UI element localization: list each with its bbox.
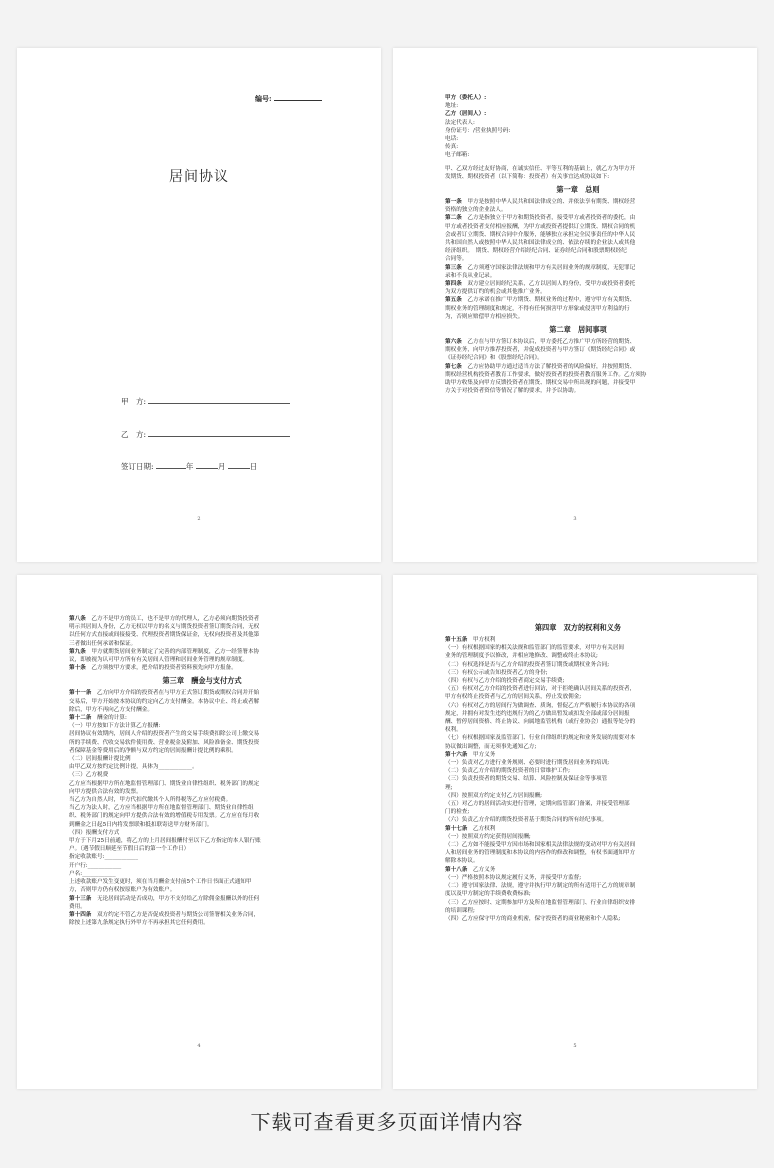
text-line: 度以及甲方制定的手续费收费标准; (445, 891, 531, 898)
text-line: 三者做出任何承诺和保证。 (69, 640, 137, 647)
text-line: 第十六条 甲方义务 (445, 751, 496, 758)
text-line: 第九条 甲方就期货居间业务制定了完善的内部管理制度，乙方一经签署本协 (69, 648, 260, 655)
document-page-5 (393, 575, 757, 1089)
text-line: （四）有权与乙方介绍的投资者商定交易手续费; (445, 678, 565, 685)
month-label: 月 (217, 462, 226, 471)
text-line: 交易后，甲方开始按本协议的约定向乙方支付酬金。本协议中止、终止或者解 (69, 698, 260, 705)
text-line: 电话: (445, 136, 459, 143)
document-title: 居间协议 (169, 169, 229, 185)
document-page-4 (17, 575, 381, 1089)
party-a-blank (148, 396, 290, 404)
text-line: 权利。 (445, 727, 462, 734)
text-line: 共和国自然人或按照中华人民共和国法律成立的、依法存续的企业法人或其他 (445, 240, 636, 247)
text-line: 地址: (445, 103, 459, 110)
text-line: 业务的管理制度予以修改，并相应地修改、调整或终止本协议; (445, 653, 598, 660)
text-line: 期权业务的管理制度和规定，不得有任何损害甲方形象或侵害甲方利益的行 (445, 305, 630, 312)
text-line: 第十五条 甲方权利 (445, 637, 496, 643)
text-line: 除按上述第九条规定执行外甲方不再承担其它任何费用。 (69, 920, 209, 927)
text-line: 第三条 乙方须遵守国家法律法规和甲方有关居间业务的规章制度，无犯罪记 (445, 264, 636, 271)
text-line: （三）乙方应按时、定期参加甲方及所在地监督管理部门、行业自律组织安排 (445, 899, 636, 906)
text-line: 协议做出调整，而无须事先通知乙方; (445, 743, 537, 750)
text-line: 上述收款账户发生变更时，须在当月酬金支付前5个工作日书面正式通知甲 (69, 879, 252, 886)
text-line: （二）居间报酬计提比例 (69, 756, 131, 763)
text-line: （六）负责乙方介绍的期货投资者基于期货合同的所有经纪事项。 (445, 817, 608, 824)
party-a-line (121, 396, 290, 407)
text-line: 甲方（委托人）: (445, 95, 487, 101)
text-line: 第一条 甲方是按照中华人民共和国法律成立的、并依法享有期货、期权经营 (445, 199, 636, 206)
page-number: 5 (573, 1043, 577, 1049)
text-line: 期权业务，向甲方推荐投资者，并促成投资者与甲方签订《期货经纪合同》或 (445, 347, 636, 354)
text-line: 方关于对投资者资信等情况了解的要求，并予以协助。 (445, 388, 580, 395)
text-line: （一）有权根据国家的相关法规和监管部门的监管要求，对甲方有关居间 (445, 645, 625, 652)
text-line: （三）有权公示或告知投资者乙方的身份; (445, 669, 548, 676)
text-line: 经济组织。 期货、期权经营介绍经纪合同、证券经纪合同和股票期权经纪 (445, 248, 627, 255)
text-line: 第八条 乙方不是甲方的员工，也不是甲方的代理人，乙方必须向期货投资者 (69, 616, 260, 622)
text-line: 门的检查; (445, 809, 470, 816)
text-line: （一）严格按照本协议规定履行义务，并接受甲方监督; (445, 874, 582, 881)
text-line: 的培训课程; (445, 907, 475, 914)
chapter-heading: 第一章 总则 (556, 185, 600, 195)
text-line: 第六条 乙方在与甲方签订本协议后，甲方委托乙方推广甲方所经营的期货、 (445, 339, 636, 346)
text-line: （三）乙方税费 (69, 772, 109, 779)
text-line: 甲、乙双方经过友好协商，在诚实信任、平等互利的基础上，就乙方为甲方开 (445, 165, 636, 172)
text-line: 到酬金之日起5日内将发票联和抵扣联寄送甲方财务部门。 (69, 821, 213, 828)
text-line: 会或者订立期货、期权合同中介服务，能够独立承担完全民事责任的中华人民 (445, 231, 636, 238)
text-line: 当乙方为法人时，乙方应当根据甲方所在地监督管理部门、期货业自律性组 (69, 805, 254, 812)
text-line: （三）负责投资者的期货交易、结算、风险控制及保证金等事项管 (445, 776, 608, 783)
text-line: 助甲方收集及向甲方反馈投资者在期货、期权交易中所出现的问题，并接受甲 (445, 380, 636, 387)
page-number: 3 (573, 516, 577, 522)
text-line: 居间协议有效期内，居间人介绍的投资者产生的交易手续费扣除公司上缴交易 (69, 731, 260, 738)
year-label: 年 (185, 462, 194, 471)
text-line: （七）有权根据国家及监管部门、行业自律组织的规定和业务发展的需要对本 (445, 735, 636, 742)
text-line: 第二条 乙方是指独立于甲方和期货投资者，接受甲方或者投资者的委托，由 (445, 215, 636, 222)
month-blank (196, 461, 218, 469)
text-line: （四）乙方应保守甲方的商业机密，保守投资者的商业秘密和个人隐私; (445, 915, 621, 922)
text-line: 除后，甲方不再向乙方支付酬金。 (69, 706, 153, 713)
text-line: 人和居间业务的管理制度和本协议的内容作的修改和调整，有权书面通知甲方 (445, 850, 636, 857)
text-line: 乙方（居间人）: (445, 111, 487, 118)
text-line: 方，否则甲方仍有权按原账户为有效账户。 (69, 887, 176, 894)
text-line: 议，即被视为认可甲方所有有关居间人管理和居间业务管理的规章制度。 (69, 657, 249, 664)
page-body (69, 615, 335, 927)
text-line: 所的手续费、代收交易软件使用费、营业税金及附加、风险准备金、期货投资 (69, 739, 260, 746)
text-line: 电子邮箱: (445, 152, 470, 159)
text-line: 指定收款账号:____________ (69, 854, 139, 861)
text-line: 第十四条 双方约定不管乙方是否促成投资者与期货公司签署相关业务合同， (69, 911, 260, 918)
text-line: （一）甲方按如下方法计算乙方报酬: (69, 723, 161, 730)
text-line: 向甲方提供合法有效的发票。 (69, 788, 142, 795)
chapter-heading: 第二章 居间事项 (549, 325, 607, 335)
text-line: （四）按照双方约定支付乙方居间报酬; (445, 792, 542, 799)
text-line: 第十二条 酬金的计算: (69, 715, 127, 722)
text-line: 规定，并拥有对发生违约违规行为的乙方做出暂发或扣发全部或部分居间报 (445, 710, 630, 717)
day-label: 日 (249, 462, 258, 471)
text-line: 第十七条 乙方权利 (445, 825, 496, 832)
contract-number-label: 编号: (255, 94, 272, 103)
text-line: 法定代表人: (445, 119, 475, 126)
text-line: 当乙方为自然人时，甲方代扣代缴其个人所得税等乙方应付税费。 (69, 797, 232, 804)
text-line: 发期货、期权投资者（以下简称：投资者）有关事宜达成协议如下: (445, 173, 610, 180)
text-line: 织、税务部门的规定向甲方提供合法有效的增值税专用发票。乙方应在每月收 (69, 813, 260, 820)
text-line: 由甲乙双方按约定比例计提，具体为____________。 (69, 764, 198, 771)
text-line: 第七条 乙方应协助甲方通过适当方法了解投资者的风险偏好，并按照期货、 (445, 363, 636, 370)
page-body (445, 619, 711, 923)
text-line: 甲方或者投资者支付相应报酬，为甲方或投资者提供订立期货、期权合同的机 (445, 223, 636, 230)
text-line: （一）负责对乙方进行业务规则、必要时进行期货居间业务的培训; (445, 760, 610, 767)
contract-number-field (255, 94, 322, 104)
text-line: 解除本协议。 (445, 858, 479, 865)
document-page-cover (17, 48, 381, 562)
contract-number-blank (274, 94, 322, 101)
text-line: 户。（遇节假日顺延至节假日后的第一个工作日） (69, 846, 190, 853)
text-line: 录和不良从业记录。 (445, 272, 496, 279)
text-line: 第十三条 无论居间活动是否成功，甲方不支付给乙方除佣金报酬以外的任何 (69, 895, 260, 902)
sign-date-label: 签订日期: (121, 462, 154, 471)
text-line: 乙方应当根据甲方所在地监督管理部门、期货业自律性组织、税务部门的规定 (69, 780, 260, 787)
text-line: 第五条 乙方承诺在推广甲方期货、期权业务的过程中，遵守甲方有关期货、 (445, 297, 636, 304)
text-line: （二）乙方如不能接受甲方因市场和国家相关法律法规的变动对甲方有关居间 (445, 842, 636, 849)
sign-date-line (121, 461, 257, 472)
text-line: 《证券经纪合同》和《股票经纪合同》。 (445, 355, 543, 362)
text-line: 以任何方式直接或间接接受、代理投资者期货保证金，无权向投资者及其他第 (69, 632, 260, 639)
text-line: 合同等。 (445, 256, 468, 263)
text-line: 户名:____________ (69, 870, 116, 877)
text-line: （二）负责乙方介绍的期货投资者的日常维护工作; (445, 768, 570, 775)
text-line: 第四条 双方建立居间经纪关系，乙方以居间人的身份，受甲方或投资者委托 (445, 281, 636, 288)
text-line: 身份证号：/营业执照号码: (445, 127, 511, 134)
page-number: 2 (197, 516, 201, 522)
text-line: 理; (445, 784, 453, 791)
page-number: 4 (197, 1043, 201, 1049)
text-line: （二）遵守国家法律、法规，遵守并执行甲方制定的所有适用于乙方的规章制 (445, 883, 636, 890)
text-line: 第十八条 乙方义务 (445, 866, 496, 873)
party-b-line (121, 429, 290, 440)
text-line: 明示其居间人身份，乙方无权以甲方的名义与期货投资者签订期货合同，无权 (69, 624, 260, 631)
text-line: （二）有权选择是否与乙方介绍的投资者签订期货或期权业务合同; (445, 661, 610, 668)
text-line: 期权经营机构投资者教育工作要求，做好投资者的投资者教育服务工作。乙方须协 (445, 371, 647, 378)
text-line: （一）按照双方约定获得居间报酬; (445, 833, 531, 840)
download-more-caption[interactable]: 下载可查看更多页面详情内容 (250, 1110, 524, 1134)
document-page-3 (393, 48, 757, 562)
text-line: 第十一条 乙方向甲方介绍的投资者在与甲方正式签订期货或期权合同并开始 (69, 690, 260, 697)
page-body (445, 94, 711, 396)
year-blank (156, 461, 186, 469)
chapter-heading: 第四章 双方的权利和义务 (534, 623, 622, 632)
text-line: 酬、暂停居间资格、终止协议、向属地监管机构（或行业协会）通报等处分的 (445, 719, 636, 726)
text-line: 资格的独立的企业法人。 (445, 207, 507, 214)
text-line: 为双方提供订约的机会或其他推广业务。 (445, 289, 546, 296)
chapter-heading: 第三章 酬金与支付方式 (162, 676, 242, 686)
text-line: （四）报酬支付方式 (69, 829, 120, 836)
day-blank (228, 461, 250, 469)
text-line: （五）有权对乙方介绍的投资者进行回访，对于拒绝确认居间关系的投资者， (445, 686, 636, 693)
party-b-blank (148, 429, 290, 437)
text-line: 传真: (445, 144, 459, 151)
text-line: 甲方有权终止投资者与乙方的居间关系，停止发放佣金; (445, 694, 582, 701)
text-line: （六）有权对乙方的居间行为做调查、质询，督促乙方严格履行本协议的各项 (445, 702, 636, 709)
text-line: 甲方于下月25日前通，将乙方的上月居间报酬付至以下乙方指定的本人银行账 (69, 838, 261, 845)
text-line: 开户行:____________ (69, 862, 122, 869)
text-line: （五）对乙方的居间活动实进行管理，定期向监管部门备案，并接受管理部 (445, 801, 630, 808)
party-b-label: 乙 方: (121, 430, 147, 439)
text-line: 为，否则应赔偿甲方相应损失。 (445, 313, 524, 320)
party-a-label: 甲 方: (121, 397, 147, 406)
text-line: 第十条 乙方须按甲方要求，把介绍的投资者资料预先向甲方报备。 (69, 665, 237, 672)
text-line: 费用。 (69, 903, 86, 910)
text-line: 者保障基金等费用后的净额与双方约定的居间报酬计提比例的乘积。 (69, 747, 237, 754)
